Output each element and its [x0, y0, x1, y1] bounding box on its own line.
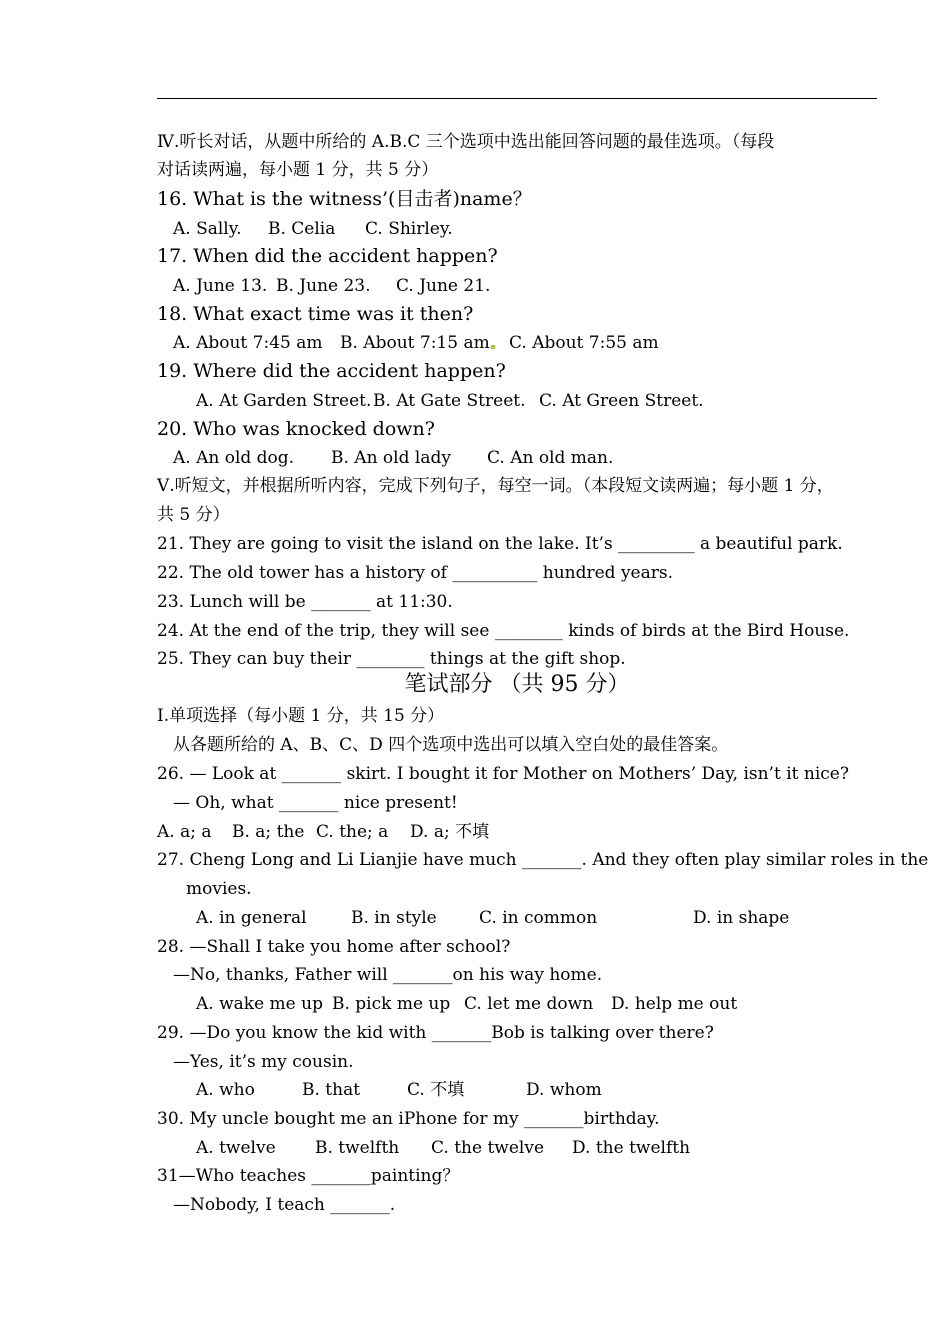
q29-option-b: B. that — [302, 1080, 361, 1100]
q20-option-c: C. An old man. — [487, 448, 614, 468]
q18-option-c: C. About 7:55 am — [509, 333, 659, 353]
q28-option-b: B. pick me up — [332, 994, 451, 1014]
q30-option-b: B. twelfth — [315, 1138, 400, 1158]
q29-line2: —Yes, it’s my cousin. — [173, 1052, 354, 1072]
q16-option-a: A. Sally. — [173, 219, 242, 239]
q31-line1: 31—Who teaches _______painting？ — [157, 1166, 460, 1186]
q24-text: 24. At the end of the trip, they will see ________ kinds of birds at the Bird House. — [157, 621, 850, 641]
q27-line2: movies. — [186, 879, 252, 899]
q19-stem: 19. Where did the accident happen? — [157, 360, 506, 382]
q23-text: 23. Lunch will be _______ at 11:30. — [157, 592, 453, 612]
q28-line2: —No, thanks, Father will _______on his way home. — [173, 965, 603, 985]
q30-option-c: C. the twelve — [431, 1138, 544, 1158]
q20-option-a: A. An old dog. — [173, 448, 295, 468]
q19-option-c: C. At Green Street. — [539, 391, 704, 411]
q27-option-a: A. in general — [196, 908, 307, 928]
q17-option-b: B. June 23. — [276, 276, 371, 296]
q17-option-a: A. June 13. — [173, 276, 268, 296]
q17-stem: 17. When did the accident happen? — [157, 245, 498, 267]
q28-option-c: C. let me down — [464, 994, 594, 1014]
q29-option-c: C. 不填 — [407, 1080, 465, 1100]
q31-line2: —Nobody, I teach _______. — [173, 1195, 396, 1215]
q20-options — [173, 447, 613, 469]
q27-option-b: B. in style — [351, 908, 437, 928]
q28-options — [196, 993, 737, 1015]
q26-options — [157, 821, 489, 843]
q26-line2: — Oh, what _______ nice present! — [173, 793, 458, 813]
section-1-heading: Ⅰ.单项选择（每小题 1 分，共 15 分） — [157, 706, 445, 726]
section-5-heading-line2: 共 5 分） — [157, 505, 230, 525]
q22-text: 22. The old tower has a history of __________ hundred years. — [157, 563, 674, 583]
q29-line1: 29. —Do you know the kid with _______Bob is talking over there? — [157, 1023, 714, 1043]
q26-option-a: A. a; a — [157, 822, 212, 842]
q27-option-d: D. in shape — [693, 908, 790, 928]
q20-option-b: B. An old lady — [331, 448, 451, 468]
q26-line1: 26. — Look at _______ skirt. I bought it for Mother on Mothers’ Day, isn’t it nice? — [157, 764, 849, 784]
q29-option-a: A. who — [196, 1080, 255, 1100]
q26-option-b: B. a; the — [232, 822, 305, 842]
q26-option-c: C. the; a — [316, 822, 389, 842]
q27-options — [196, 907, 789, 929]
q16-options — [173, 218, 453, 240]
written-part-title: 笔试部分 （共 95 分） — [404, 672, 630, 697]
header-rule — [157, 98, 877, 99]
q17-options — [173, 275, 490, 297]
q18-option-a: A. About 7:45 am — [173, 333, 323, 353]
q21-text: 21. They are going to visit the island on the lake. It’s _________ a beautiful park. — [157, 534, 843, 554]
q26-option-d: D. a; 不填 — [410, 822, 490, 842]
section-1-instruction: 从各题所给的 A、B、C、D 四个选项中选出可以填入空白处的最佳答案。 — [173, 735, 729, 755]
q28-option-d: D. help me out — [611, 994, 738, 1014]
q16-option-c: C. Shirley. — [365, 219, 453, 239]
q30-options — [196, 1137, 690, 1159]
q20-stem: 20. Who was knocked down? — [157, 418, 435, 440]
q16-stem: 16. What is the witness’(目击者)name？ — [157, 188, 532, 210]
q30-option-a: A. twelve — [196, 1138, 276, 1158]
q27-option-c: C. in common — [479, 908, 598, 928]
q28-line1: 28. —Shall I take you home after school? — [157, 937, 511, 957]
q27-line1: 27. Cheng Long and Li Lianjie have much _______. And they often play similar roles in the — [157, 850, 929, 870]
section-4-heading-line2: 对话读两遍，每小题 1 分，共 5 分） — [157, 160, 439, 180]
yellow-mark — [491, 345, 495, 349]
q25-text: 25. They can buy their ________ things at the gift shop. — [157, 649, 626, 669]
q28-option-a: A. wake me up — [196, 994, 323, 1014]
q30-line1: 30. My uncle bought me an iPhone for my _______birthday. — [157, 1109, 660, 1129]
q19-option-b: B. At Gate Street. — [373, 391, 526, 411]
q29-option-d: D. whom — [526, 1080, 602, 1100]
q17-option-c: C. June 21. — [396, 276, 491, 296]
q18-options — [173, 332, 659, 354]
q30-option-d: D. the twelfth — [572, 1138, 691, 1158]
q18-stem: 18. What exact time was it then? — [157, 303, 474, 325]
q29-options — [196, 1079, 602, 1101]
section-5-heading-line1: Ⅴ.听短文，并根据所听内容，完成下列句子，每空一词。（本段短文读两遍；每小题 1 分， — [157, 476, 834, 496]
q18-option-b: B. About 7:15 am — [340, 333, 490, 353]
q19-option-a: A. At Garden Street. — [196, 391, 372, 411]
q16-option-b: B. Celia — [268, 219, 336, 239]
section-4-heading-line1: Ⅳ.听长对话，从题中所给的 A.B.C 三个选项中选出能回答问题的最佳选项。（每段 — [157, 132, 775, 152]
q19-options — [196, 390, 704, 412]
